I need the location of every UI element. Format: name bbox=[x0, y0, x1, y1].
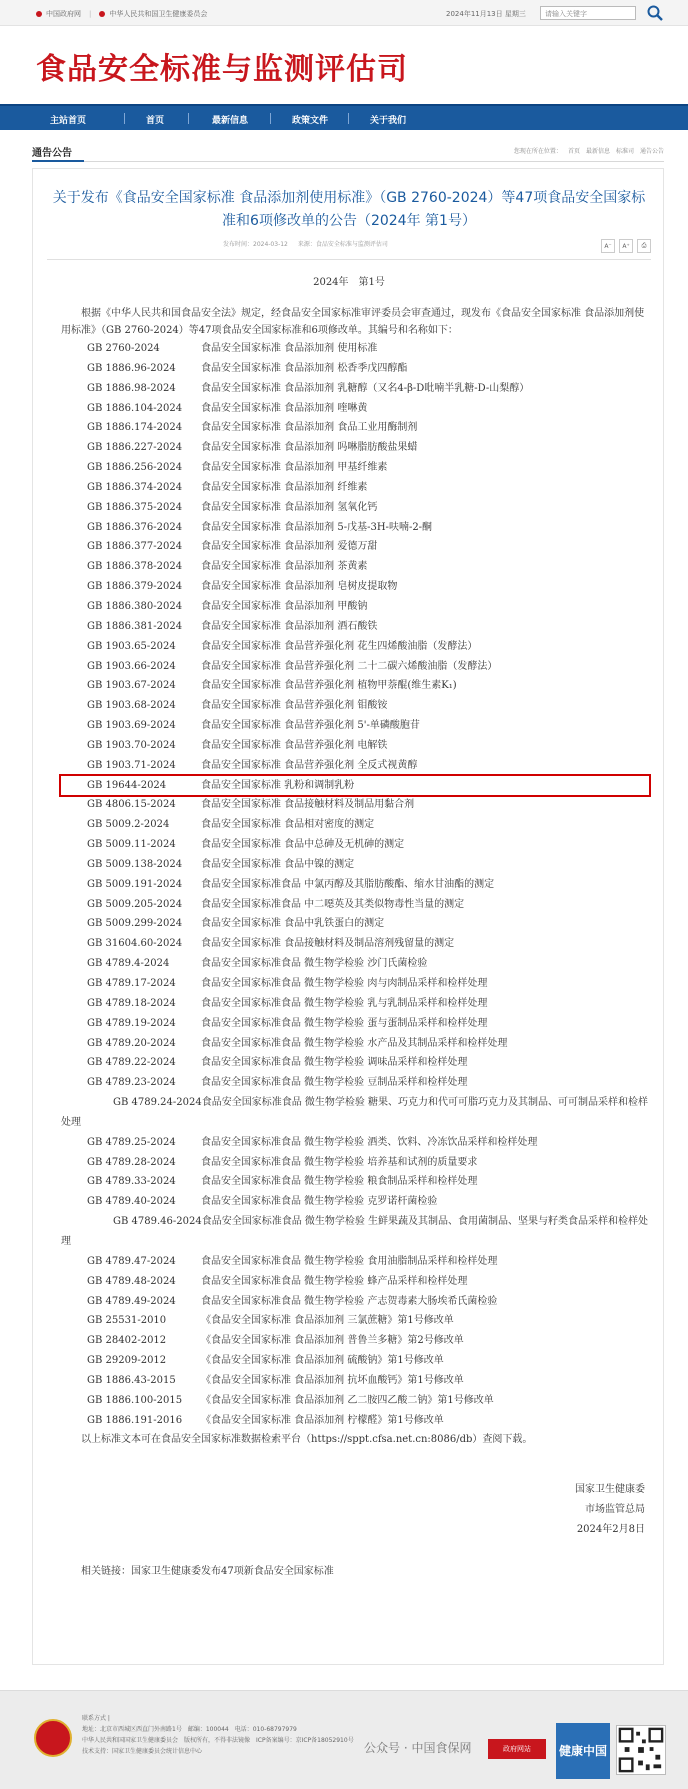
standard-code: GB 4789.33-2024 bbox=[87, 1176, 176, 1188]
standard-item bbox=[61, 617, 649, 637]
standard-name: 食品安全国家标准食品 微生物学检验 沙门氏菌检验 bbox=[201, 958, 428, 970]
standard-name: 食品安全国家标准 食品营养强化剂 5'-单磷酸胞苷 bbox=[201, 720, 420, 732]
nhc-emblem-icon bbox=[99, 11, 105, 17]
standard-name: 食品安全国家标准食品 微生物学检验 粮食制品采样和检样处理 bbox=[201, 1176, 478, 1188]
standard-item bbox=[61, 478, 649, 498]
signatory-samr: 市场监管总局 bbox=[585, 1504, 645, 1516]
section-title: 通告公告 bbox=[32, 148, 72, 159]
standard-code: GB 1903.69-2024 bbox=[87, 720, 176, 732]
standard-code: GB 4789.49-2024 bbox=[87, 1295, 176, 1307]
section-header bbox=[32, 140, 664, 162]
standard-item bbox=[61, 657, 649, 677]
standard-code: GB 4789.17-2024 bbox=[87, 978, 176, 989]
search-icon[interactable] bbox=[646, 4, 664, 22]
footer-copyright: 中华人民共和国国家卫生健康委员会 版权所有，不得非法镜像 ICP备案编号：京ICP备18052910号 bbox=[82, 1737, 354, 1744]
standard-name: 食品安全国家标准 乳粉和调制乳粉 bbox=[201, 779, 355, 791]
standard-item bbox=[61, 1172, 649, 1192]
standard-name: 食品安全国家标准食品 微生物学检验 调味品采样和检样处理 bbox=[201, 1057, 468, 1069]
standard-code: GB 28402-2012 bbox=[87, 1335, 167, 1347]
standard-name: 食品安全国家标准 食品添加剂 酒石酸铁 bbox=[201, 620, 378, 632]
standard-code: GB 1886.174-2024 bbox=[87, 422, 183, 434]
standard-code: GB 1886.96-2024 bbox=[87, 362, 176, 374]
breadcrumb-latest[interactable]: 最新信息 bbox=[585, 148, 610, 155]
standard-name: 食品安全国家标准 食品中乳铁蛋白的测定 bbox=[201, 918, 385, 930]
standard-name: 《食品安全国家标准 食品添加剂 硫酸钠》第1号修改单 bbox=[201, 1355, 444, 1367]
standard-name: 食品安全国家标准 食品接触材料及制品用黏合剂 bbox=[201, 799, 415, 811]
standard-code: GB 4789.40-2024 bbox=[87, 1196, 176, 1208]
standard-item bbox=[61, 835, 649, 855]
article-source: 来源：食品安全标准与监测评估司 bbox=[297, 241, 388, 248]
standard-code: GB 1886.377-2024 bbox=[87, 541, 183, 553]
breadcrumb bbox=[514, 146, 664, 155]
standard-code: GB 1903.68-2024 bbox=[87, 700, 176, 712]
standard-name: 食品安全国家标准 食品营养强化剂 全反式视黄醇 bbox=[201, 759, 418, 771]
standard-item bbox=[61, 1351, 649, 1371]
standard-code: GB 1886.98-2024 bbox=[87, 382, 176, 394]
standard-item bbox=[61, 379, 649, 399]
article-card bbox=[32, 168, 664, 1665]
standard-code: GB 4789.47-2024 bbox=[87, 1255, 176, 1267]
standard-item bbox=[61, 597, 649, 617]
standard-code: GB 5009.138-2024 bbox=[87, 858, 183, 870]
standard-item bbox=[61, 895, 649, 915]
standard-name: 食品安全国家标准食品 微生物学检验 酒类、饮料、冷冻饮品采样和检样处理 bbox=[201, 1136, 538, 1148]
standard-code: GB 4789.4-2024 bbox=[87, 958, 170, 970]
footer-tech-support: 技术支持：国家卫生健康委员会统计信息中心 bbox=[82, 1748, 203, 1755]
standard-item bbox=[61, 1391, 649, 1411]
standard-code: GB 1886.375-2024 bbox=[87, 501, 183, 513]
standard-item bbox=[61, 756, 649, 776]
standard-code: GB 4789.23-2024 bbox=[87, 1077, 176, 1089]
standard-name: 食品安全国家标准食品 微生物学检验 产志贺毒素大肠埃希氏菌检验 bbox=[201, 1295, 498, 1307]
article-meta bbox=[223, 239, 388, 248]
standard-name: 食品安全国家标准 食品添加剂 使用标准 bbox=[201, 343, 378, 354]
standard-code: GB 25531-2010 bbox=[87, 1315, 167, 1327]
standard-name: 食品安全国家标准 食品营养强化剂 二十二碳六烯酸油脂（发酵法） bbox=[201, 660, 498, 672]
section-underline bbox=[32, 160, 84, 162]
standard-name: 食品安全国家标准食品 微生物学检验 肉与肉制品采样和检样处理 bbox=[201, 978, 488, 989]
standard-code: GB 1886.191-2016 bbox=[87, 1414, 183, 1426]
standard-code: GB 4789.25-2024 bbox=[87, 1136, 176, 1148]
standard-item bbox=[61, 1371, 649, 1391]
standard-code: GB 4789.28-2024 bbox=[87, 1156, 176, 1168]
related-link[interactable]: 相关链接：国家卫生健康委发布47项新食品安全国家标准 bbox=[81, 1566, 334, 1578]
standard-code: GB 1903.65-2024 bbox=[87, 640, 176, 652]
standard-code: GB 1903.70-2024 bbox=[87, 739, 176, 751]
font-decrease-icon[interactable]: A⁻ bbox=[601, 239, 615, 253]
nav-divider bbox=[188, 113, 189, 124]
breadcrumb-current[interactable]: 通告公告 bbox=[639, 148, 664, 155]
main-nav bbox=[0, 104, 688, 130]
standard-item bbox=[61, 1034, 649, 1054]
top-utility-bar bbox=[0, 0, 688, 26]
standard-item bbox=[61, 1272, 649, 1292]
standard-name: 食品安全国家标准 食品中镍的测定 bbox=[201, 858, 355, 870]
standard-item bbox=[61, 637, 649, 657]
nhc-link[interactable]: 中华人民共和国卫生健康委员会 bbox=[109, 10, 208, 18]
signature-date: 2024年2月8日 bbox=[576, 1524, 645, 1536]
standard-code: GB 1886.100-2015 bbox=[87, 1394, 183, 1406]
standard-name: 食品安全国家标准食品 微生物学检验 食用油脂制品采样和检样处理 bbox=[201, 1255, 498, 1267]
standard-name: 食品安全国家标准 食品添加剂 松香季戊四醇酯 bbox=[201, 362, 408, 374]
standard-code: GB 4789.20-2024 bbox=[87, 1037, 176, 1049]
standard-code: GB 1903.66-2024 bbox=[87, 660, 176, 672]
standard-item bbox=[61, 795, 649, 815]
title-divider bbox=[47, 259, 651, 260]
footer-address: 地址：北京市西城区西直门外南路1号 邮编：100044 电话：010-68797979 bbox=[82, 1726, 297, 1733]
article-tools bbox=[601, 239, 651, 253]
standard-item bbox=[61, 954, 649, 974]
standard-code: GB 19644-2024 bbox=[87, 779, 167, 791]
standard-item bbox=[61, 914, 649, 934]
standard-item bbox=[61, 736, 649, 756]
gov-site-badge[interactable]: 政府网站 bbox=[488, 1739, 546, 1759]
breadcrumb-dept[interactable]: 标准司 bbox=[615, 148, 634, 155]
standard-name: 食品安全国家标准食品 微生物学检验 蜂产品采样和检样处理 bbox=[201, 1275, 468, 1287]
site-title[interactable]: 食品安全标准与监测评估司 bbox=[36, 52, 408, 87]
signatory-nhc: 国家卫生健康委 bbox=[575, 1484, 645, 1496]
standards-list bbox=[61, 339, 649, 1430]
standard-item bbox=[61, 518, 649, 538]
standard-code: GB 31604.60-2024 bbox=[87, 938, 183, 950]
standard-item bbox=[61, 1133, 649, 1153]
standard-code: GB 4789.19-2024 bbox=[87, 1017, 176, 1029]
standard-code: GB 4789.24-2024 bbox=[113, 1097, 202, 1109]
standard-code: GB 4789.22-2024 bbox=[87, 1057, 176, 1069]
standard-item bbox=[61, 399, 649, 419]
standard-code: GB 1903.71-2024 bbox=[87, 759, 176, 771]
standard-name: 食品安全国家标准食品 中二噁英及其类似物毒性当量的测定 bbox=[201, 898, 465, 910]
standard-item bbox=[61, 716, 649, 736]
standard-item bbox=[61, 1093, 649, 1133]
standard-code: GB 1886.374-2024 bbox=[87, 481, 183, 493]
standard-item bbox=[61, 1192, 649, 1212]
standard-name: 食品安全国家标准 食品添加剂 爱德万甜 bbox=[201, 541, 378, 553]
standard-name: 食品安全国家标准食品 微生物学检验 培养基和试剂的质量要求 bbox=[201, 1156, 478, 1168]
standard-name: 《食品安全国家标准 食品添加剂 三氯蔗糖》第1号修改单 bbox=[201, 1315, 454, 1327]
standard-item bbox=[61, 974, 649, 994]
standard-item-highlighted bbox=[61, 776, 649, 796]
standard-name: 食品安全国家标准食品 微生物学检验 乳与乳制品采样和检样处理 bbox=[201, 997, 488, 1009]
article-title: 关于发布《食品安全国家标准 食品添加剂使用标准》（GB 2760-2024）等47项食品安全国家标准和6项修改单的公告（2024年 第1号） bbox=[52, 190, 646, 229]
standard-name: 食品安全国家标准 食品营养强化剂 植物甲萘醌(维生素K₁) bbox=[201, 680, 457, 692]
standard-item bbox=[61, 537, 649, 557]
current-date: 2024年11月13日 星期三 bbox=[446, 10, 526, 18]
standard-item bbox=[61, 994, 649, 1014]
standard-item bbox=[61, 1073, 649, 1093]
standard-item bbox=[61, 1212, 649, 1252]
standard-code: GB 1886.43-2015 bbox=[87, 1374, 176, 1386]
standard-item bbox=[61, 934, 649, 954]
document-number: 2024年 第1号 bbox=[313, 277, 385, 288]
nav-item-home[interactable]: 首页 bbox=[146, 116, 165, 126]
standard-item bbox=[61, 438, 649, 458]
standard-item bbox=[61, 875, 649, 895]
nav-item-about[interactable]: 关于我们 bbox=[370, 116, 407, 126]
standard-code: GB 1886.381-2024 bbox=[87, 620, 183, 632]
standard-name: 食品安全国家标准 食品添加剂 食品工业用酶制剂 bbox=[201, 422, 418, 434]
standard-name: 食品安全国家标准 食品添加剂 甲酸钠 bbox=[201, 600, 368, 612]
standard-name: 食品安全国家标准 食品相对密度的测定 bbox=[201, 819, 375, 831]
standard-code: GB 4789.18-2024 bbox=[87, 997, 176, 1009]
standard-item bbox=[61, 498, 649, 518]
standard-name: 食品安全国家标准 食品添加剂 皂树皮提取物 bbox=[201, 581, 398, 593]
standard-code: GB 4789.48-2024 bbox=[87, 1275, 176, 1287]
standard-item bbox=[61, 359, 649, 379]
site-footer bbox=[0, 1690, 688, 1789]
standard-name: 食品安全国家标准 食品营养强化剂 花生四烯酸油脂（发酵法） bbox=[201, 640, 478, 652]
standard-name: 食品安全国家标准 食品接触材料及制品溶剂残留量的测定 bbox=[201, 938, 455, 950]
standard-item bbox=[61, 1292, 649, 1312]
standard-code: GB 5009.2-2024 bbox=[87, 819, 170, 831]
healthy-china-badge[interactable]: 健康中国 bbox=[556, 1723, 610, 1779]
standard-code: GB 5009.191-2024 bbox=[87, 878, 183, 890]
standard-code: GB 29209-2012 bbox=[87, 1355, 167, 1367]
standard-code: GB 2760-2024 bbox=[87, 343, 160, 354]
standard-name: 食品安全国家标准食品 微生物学检验 水产品及其制品采样和检样处理 bbox=[201, 1037, 508, 1049]
watermark: 公众号 · 中国食保网 bbox=[364, 1741, 472, 1755]
standard-item bbox=[61, 1311, 649, 1331]
download-note: 以上标准文本可在食品安全国家标准数据检索平台（https://sppt.cfsa.net.cn:8086/db）查阅下载。 bbox=[81, 1434, 533, 1446]
standard-name: 《食品安全国家标准 食品添加剂 抗坏血酸钙》第1号修改单 bbox=[201, 1374, 464, 1386]
standard-item bbox=[61, 676, 649, 696]
standard-item bbox=[61, 339, 649, 359]
standard-code: GB 1886.104-2024 bbox=[87, 402, 183, 414]
standard-code: GB 1903.67-2024 bbox=[87, 680, 176, 692]
standard-code: GB 1886.376-2024 bbox=[87, 521, 183, 533]
nav-divider bbox=[270, 113, 271, 124]
standard-name: 食品安全国家标准 食品中总砷及无机砷的测定 bbox=[201, 839, 405, 851]
standard-item bbox=[61, 577, 649, 597]
nav-divider bbox=[348, 113, 349, 124]
standard-item bbox=[61, 418, 649, 438]
standard-name: 《食品安全国家标准 食品添加剂 乙二胺四乙酸二钠》第1号修改单 bbox=[201, 1394, 494, 1406]
standard-name: 《食品安全国家标准 食品添加剂 柠檬醛》第1号修改单 bbox=[201, 1414, 444, 1426]
standard-item bbox=[61, 855, 649, 875]
standard-name: 食品安全国家标准 食品添加剂 5-戊基-3H-呋喃-2-酮 bbox=[201, 521, 433, 533]
font-increase-icon[interactable]: A⁺ bbox=[619, 239, 633, 253]
intro-paragraph: 根据《中华人民共和国食品安全法》规定，经食品安全国家标准审评委员会审查通过，现发布《食品安全国家标准 食品添加剂使用标准》（GB 2760-2024）等47项食品安全国家标准和6项修改单。其编号和名称如下： bbox=[61, 308, 645, 336]
standard-code: GB 1886.380-2024 bbox=[87, 600, 183, 612]
standard-item bbox=[61, 1331, 649, 1351]
nav-item-latest[interactable]: 最新信息 bbox=[212, 116, 249, 126]
article-body bbox=[61, 305, 649, 1582]
publish-date: 发布时间：2024-03-12 bbox=[223, 241, 288, 248]
nav-item-portal-home[interactable]: 主站首页 bbox=[50, 116, 87, 126]
standard-item bbox=[61, 458, 649, 478]
footer-contact: 联系方式 | bbox=[82, 1715, 110, 1722]
standard-name: 食品安全国家标准 食品添加剂 氢氧化钙 bbox=[201, 501, 378, 513]
standard-item bbox=[61, 1014, 649, 1034]
gov-link[interactable]: 中国政府网 bbox=[46, 10, 81, 18]
standard-code: GB 1886.256-2024 bbox=[87, 462, 183, 474]
top-links bbox=[36, 9, 207, 19]
standard-name: 食品安全国家标准 食品添加剂 茶黄素 bbox=[201, 561, 368, 573]
standard-code: GB 5009.205-2024 bbox=[87, 898, 183, 910]
standard-name: 食品安全国家标准 食品添加剂 吗啉脂肪酸盐果蜡 bbox=[201, 442, 418, 454]
standard-item bbox=[61, 1252, 649, 1272]
standard-name: 食品安全国家标准 食品营养强化剂 钼酸铵 bbox=[201, 700, 388, 712]
standard-item bbox=[61, 815, 649, 835]
standard-name: 食品安全国家标准 食品添加剂 纤维素 bbox=[201, 481, 368, 493]
standard-name: 食品安全国家标准 食品添加剂 喹啉黄 bbox=[201, 402, 368, 414]
party-emblem-icon bbox=[34, 1719, 72, 1757]
breadcrumb-prefix: 您现在所在位置： bbox=[513, 148, 562, 155]
nav-item-policies[interactable]: 政策文件 bbox=[292, 116, 329, 126]
standard-code: GB 1886.379-2024 bbox=[87, 581, 183, 593]
standard-name: 食品安全国家标准食品 微生物学检验 克罗诺杆菌检验 bbox=[201, 1196, 438, 1208]
standard-name: 食品安全国家标准食品 微生物学检验 蛋与蛋制品采样和检样处理 bbox=[201, 1017, 488, 1029]
standard-name: 食品安全国家标准 食品营养强化剂 电解铁 bbox=[201, 739, 388, 751]
standard-code: GB 4806.15-2024 bbox=[87, 799, 176, 811]
standard-item bbox=[61, 1411, 649, 1431]
divider: | bbox=[89, 10, 92, 18]
standard-code: GB 5009.299-2024 bbox=[87, 918, 183, 930]
print-icon[interactable]: ⎙ bbox=[637, 239, 651, 253]
standard-code: GB 1886.378-2024 bbox=[87, 561, 183, 573]
standard-name: 《食品安全国家标准 食品添加剂 普鲁兰多糖》第2号修改单 bbox=[201, 1335, 464, 1347]
site-header bbox=[0, 26, 688, 104]
standard-name: 食品安全国家标准食品 微生物学检验 生鲜果蔬及其制品、食用菌制品、坚果与籽类食品采样和检样处理 bbox=[61, 1216, 649, 1247]
standard-code: GB 4789.46-2024 bbox=[113, 1216, 202, 1228]
standard-item bbox=[61, 1153, 649, 1173]
search-input[interactable]: 请输入关键字 bbox=[540, 6, 636, 20]
breadcrumb-home[interactable]: 首页 bbox=[567, 148, 580, 155]
standard-code: GB 1886.227-2024 bbox=[87, 442, 183, 454]
standard-item bbox=[61, 1053, 649, 1073]
footer-info bbox=[82, 1713, 354, 1757]
nav-divider bbox=[124, 113, 125, 124]
standard-name: 食品安全国家标准食品 微生物学检验 糖果、巧克力和代可可脂巧克力及其制品、可可制品采样和检样处理 bbox=[61, 1097, 649, 1128]
standard-name: 食品安全国家标准 食品添加剂 甲基纤维素 bbox=[201, 462, 388, 474]
standard-item bbox=[61, 696, 649, 716]
standard-name: 食品安全国家标准 食品添加剂 乳糖醇（又名4-β-D吡喃半乳糖-D-山梨醇） bbox=[201, 382, 530, 394]
standard-item bbox=[61, 557, 649, 577]
gov-emblem-icon bbox=[36, 11, 42, 17]
standard-name: 食品安全国家标准食品 中氯丙醇及其脂肪酸酯、缩水甘油酯的测定 bbox=[201, 878, 495, 890]
qr-code-icon bbox=[616, 1725, 666, 1775]
standard-name: 食品安全国家标准食品 微生物学检验 豆制品采样和检样处理 bbox=[201, 1077, 468, 1089]
standard-code: GB 5009.11-2024 bbox=[87, 839, 176, 851]
